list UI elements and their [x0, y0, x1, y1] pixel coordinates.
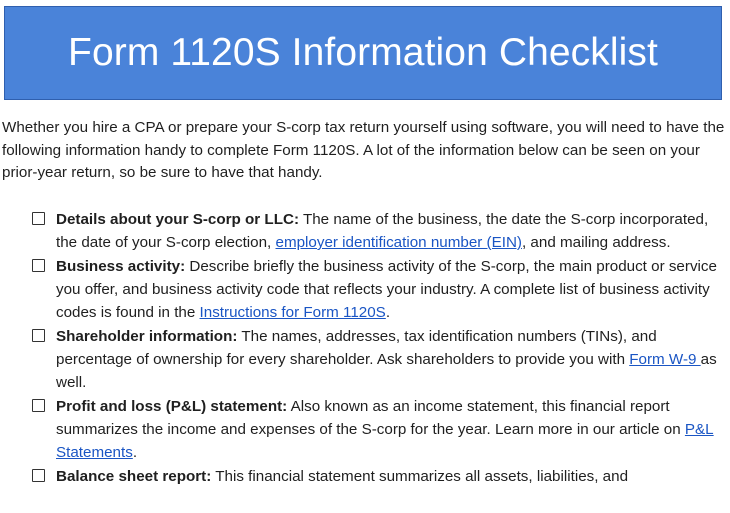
checklist-item-text	[56, 395, 726, 464]
checklist-item-shareholder-info	[32, 325, 726, 394]
checklist	[32, 208, 726, 489]
checklist-item-balance-sheet	[32, 465, 726, 488]
checklist-item-description: The name of the business, the date the S-corp incorporated, the date of your S-corp election,	[56, 211, 709, 251]
pl-statements-link[interactable]: P&L Statements	[56, 421, 714, 461]
checkbox[interactable]	[32, 329, 45, 342]
checklist-item-pl-statement	[32, 395, 726, 464]
intro-paragraph: Whether you hire a CPA or prepare your S-corp tax return yourself using software, you will need to have the following information handy to complete Form 1120S. A lot of the information below can be seen on your prior-year return, so be sure to have that handy.	[2, 119, 725, 181]
form-w9-link[interactable]: Form W-9	[629, 351, 701, 368]
checklist-item-description-end: as well.	[56, 351, 717, 391]
checklist-item-description-end: .	[132, 444, 138, 461]
checkbox[interactable]	[32, 259, 45, 272]
checklist-item-description: Describe briefly the business activity of the S-corp, the main product or service you offer, and business activity code that reflects your industry. A complete list of business activity codes is found in the	[56, 258, 717, 321]
checklist-item-description-end: .	[385, 304, 391, 321]
ein-link[interactable]: employer identification number (EIN)	[275, 234, 522, 251]
title-banner	[4, 6, 722, 100]
page-title: Form 1120S Information Checklist	[68, 31, 658, 74]
instructions-form-1120s-link[interactable]: Instructions for Form 1120S	[199, 304, 386, 321]
checklist-item-business-activity	[32, 255, 726, 324]
checklist-item-label: Business activity:	[56, 258, 186, 275]
checkbox[interactable]	[32, 469, 45, 482]
checklist-item-text	[56, 465, 726, 488]
checklist-item-text	[56, 255, 726, 324]
checklist-item-scorp-details	[32, 208, 726, 254]
checklist-item-text	[56, 208, 726, 254]
checkbox[interactable]	[32, 399, 45, 412]
checklist-item-text	[56, 325, 726, 394]
checklist-item-label: Details about your S-corp or LLC:	[56, 211, 300, 228]
checklist-item-description: The names, addresses, tax identification numbers (TINs), and percentage of ownership for every shareholder. Ask shareholders to provide you with	[56, 328, 657, 368]
checkbox[interactable]	[32, 212, 45, 225]
checklist-item-description-end: , and mailing address.	[521, 234, 671, 251]
checklist-item-description: Also known as an income statement, this financial report summarizes the income and expenses of the S-corp for the year. Learn more in our article on	[56, 398, 685, 438]
checklist-item-label: Balance sheet report:	[56, 468, 212, 485]
checklist-item-label: Profit and loss (P&L) statement:	[56, 398, 288, 415]
checklist-item-description: This financial statement summarizes all assets, liabilities, and	[211, 468, 629, 485]
checklist-item-label: Shareholder information:	[56, 328, 238, 345]
